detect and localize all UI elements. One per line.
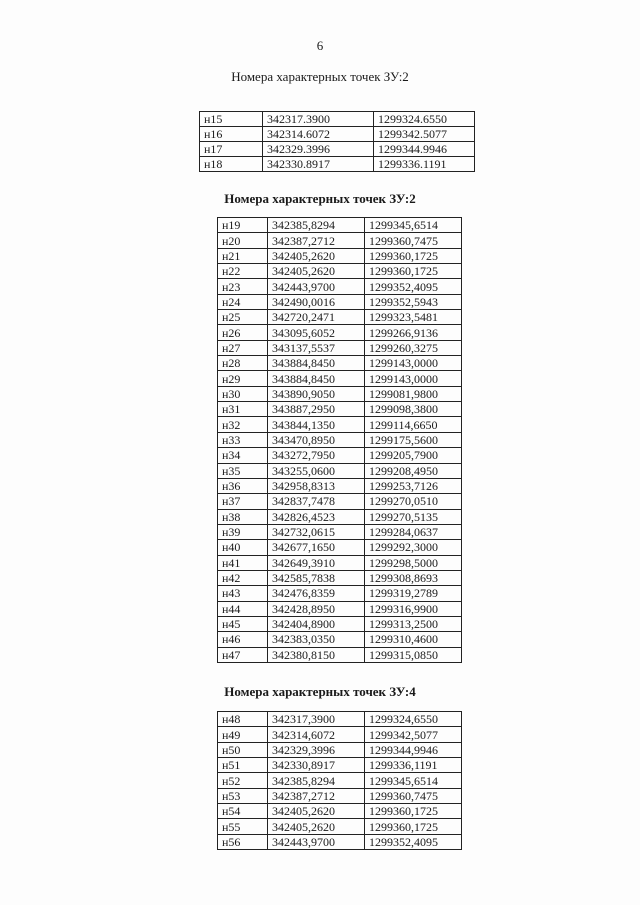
point-id-cell: н15 [200, 112, 263, 127]
table-row [200, 127, 475, 142]
point-id-cell: н24 [218, 294, 268, 309]
point-id-cell: н30 [218, 386, 268, 401]
table-row [218, 325, 462, 340]
x-coordinate-cell: 342476,8359 [268, 586, 365, 601]
y-coordinate-cell: 1299313,2500 [365, 616, 462, 631]
coordinates-table-zu2-b [217, 217, 462, 663]
y-coordinate-cell: 1299081,9800 [365, 386, 462, 401]
x-coordinate-cell: 342837,7478 [268, 494, 365, 509]
y-coordinate-cell: 1299323,5481 [365, 310, 462, 325]
table-row [218, 727, 462, 742]
y-coordinate-cell: 1299143,0000 [365, 356, 462, 371]
y-coordinate-cell: 1299310,4600 [365, 632, 462, 647]
table-row [218, 540, 462, 555]
x-coordinate-cell: 342428,8950 [268, 601, 365, 616]
table-row [218, 279, 462, 294]
table-row [218, 371, 462, 386]
x-coordinate-cell: 342385,8294 [268, 218, 365, 233]
point-id-cell: н39 [218, 524, 268, 539]
point-id-cell: н29 [218, 371, 268, 386]
y-coordinate-cell: 1299336.1191 [374, 157, 475, 172]
x-coordinate-cell: 342958,8313 [268, 478, 365, 493]
x-coordinate-cell: 342380,8150 [268, 647, 365, 662]
x-coordinate-cell: 342317.3900 [263, 112, 374, 127]
table-row [218, 463, 462, 478]
y-coordinate-cell: 1299292,3000 [365, 540, 462, 555]
point-id-cell: н21 [218, 248, 268, 263]
table-row [218, 586, 462, 601]
point-id-cell: н26 [218, 325, 268, 340]
point-id-cell: н33 [218, 432, 268, 447]
x-coordinate-cell: 342405,2620 [268, 804, 365, 819]
y-coordinate-cell: 1299344.9946 [374, 142, 475, 157]
y-coordinate-cell: 1299098,3800 [365, 402, 462, 417]
section-heading-zu2-a: Номера характерных точек ЗУ:2 [231, 69, 409, 84]
table-row [218, 788, 462, 803]
table-row [218, 386, 462, 401]
y-coordinate-cell: 1299360,1725 [365, 819, 462, 834]
x-coordinate-cell: 342732,0615 [268, 524, 365, 539]
x-coordinate-cell: 343095,6052 [268, 325, 365, 340]
table-row [218, 819, 462, 834]
table-row [218, 758, 462, 773]
table-row [218, 310, 462, 325]
y-coordinate-cell: 1299342.5077 [374, 127, 475, 142]
x-coordinate-cell: 342404,8900 [268, 616, 365, 631]
point-id-cell: н43 [218, 586, 268, 601]
x-coordinate-cell: 342317,3900 [268, 712, 365, 727]
point-id-cell: н37 [218, 494, 268, 509]
table-row [218, 524, 462, 539]
x-coordinate-cell: 343255,0600 [268, 463, 365, 478]
point-id-cell: н48 [218, 712, 268, 727]
point-id-cell: н47 [218, 647, 268, 662]
table-row [218, 616, 462, 631]
y-coordinate-cell: 1299205,7900 [365, 448, 462, 463]
y-coordinate-cell: 1299208,4950 [365, 463, 462, 478]
table-row [218, 601, 462, 616]
coordinates-table-zu2-a [199, 111, 475, 172]
table-row [218, 233, 462, 248]
x-coordinate-cell: 342314,6072 [268, 727, 365, 742]
point-id-cell: н25 [218, 310, 268, 325]
y-coordinate-cell: 1299342,5077 [365, 727, 462, 742]
section-heading-zu2-b: Номера характерных точек ЗУ:2 [224, 191, 416, 206]
table-row [218, 478, 462, 493]
y-coordinate-cell: 1299336,1191 [365, 758, 462, 773]
x-coordinate-cell: 343887,2950 [268, 402, 365, 417]
table-row [218, 773, 462, 788]
point-id-cell: н31 [218, 402, 268, 417]
point-id-cell: н23 [218, 279, 268, 294]
table-row [218, 264, 462, 279]
point-id-cell: н45 [218, 616, 268, 631]
point-id-cell: н36 [218, 478, 268, 493]
x-coordinate-cell: 343470,8950 [268, 432, 365, 447]
point-id-cell: н50 [218, 742, 268, 757]
x-coordinate-cell: 343884,8450 [268, 356, 365, 371]
x-coordinate-cell: 342330.8917 [263, 157, 374, 172]
y-coordinate-cell: 1299316,9900 [365, 601, 462, 616]
x-coordinate-cell: 343890,9050 [268, 386, 365, 401]
y-coordinate-cell: 1299360,7475 [365, 788, 462, 803]
point-id-cell: н20 [218, 233, 268, 248]
point-id-cell: н18 [200, 157, 263, 172]
point-id-cell: н32 [218, 417, 268, 432]
y-coordinate-cell: 1299284,0637 [365, 524, 462, 539]
point-id-cell: н54 [218, 804, 268, 819]
y-coordinate-cell: 1299253,7126 [365, 478, 462, 493]
table-row [218, 448, 462, 463]
page-number: 6 [316, 38, 324, 53]
table-row [200, 142, 475, 157]
x-coordinate-cell: 343272,7950 [268, 448, 365, 463]
point-id-cell: н44 [218, 601, 268, 616]
y-coordinate-cell: 1299360,1725 [365, 804, 462, 819]
x-coordinate-cell: 342383,0350 [268, 632, 365, 647]
table-row [218, 834, 462, 849]
y-coordinate-cell: 1299360,1725 [365, 248, 462, 263]
table-row [218, 294, 462, 309]
table-row [218, 417, 462, 432]
point-id-cell: н41 [218, 555, 268, 570]
x-coordinate-cell: 342385,8294 [268, 773, 365, 788]
point-id-cell: н51 [218, 758, 268, 773]
point-id-cell: н42 [218, 570, 268, 585]
y-coordinate-cell: 1299270,5135 [365, 509, 462, 524]
x-coordinate-cell: 342330,8917 [268, 758, 365, 773]
table-row [218, 356, 462, 371]
x-coordinate-cell: 342405,2620 [268, 264, 365, 279]
x-coordinate-cell: 342405,2620 [268, 248, 365, 263]
point-id-cell: н34 [218, 448, 268, 463]
table-row [218, 402, 462, 417]
point-id-cell: н38 [218, 509, 268, 524]
table-row [218, 340, 462, 355]
point-id-cell: н19 [218, 218, 268, 233]
y-coordinate-cell: 1299360,1725 [365, 264, 462, 279]
table-row [200, 112, 475, 127]
table-row [218, 647, 462, 662]
x-coordinate-cell: 342329.3996 [263, 142, 374, 157]
point-id-cell: н35 [218, 463, 268, 478]
x-coordinate-cell: 342405,2620 [268, 819, 365, 834]
x-coordinate-cell: 342720,2471 [268, 310, 365, 325]
y-coordinate-cell: 1299352,4095 [365, 834, 462, 849]
y-coordinate-cell: 1299345,6514 [365, 218, 462, 233]
point-id-cell: н16 [200, 127, 263, 142]
x-coordinate-cell: 342585,7838 [268, 570, 365, 585]
x-coordinate-cell: 342490,0016 [268, 294, 365, 309]
point-id-cell: н46 [218, 632, 268, 647]
section-heading-zu4: Номера характерных точек ЗУ:4 [224, 684, 416, 699]
y-coordinate-cell: 1299324,6550 [365, 712, 462, 727]
y-coordinate-cell: 1299352,4095 [365, 279, 462, 294]
table-row [200, 157, 475, 172]
x-coordinate-cell: 342314.6072 [263, 127, 374, 142]
point-id-cell: н22 [218, 264, 268, 279]
table-row [218, 432, 462, 447]
table-row [218, 248, 462, 263]
x-coordinate-cell: 342677,1650 [268, 540, 365, 555]
y-coordinate-cell: 1299270,0510 [365, 494, 462, 509]
table-row [218, 712, 462, 727]
y-coordinate-cell: 1299143,0000 [365, 371, 462, 386]
x-coordinate-cell: 343884,8450 [268, 371, 365, 386]
point-id-cell: н56 [218, 834, 268, 849]
x-coordinate-cell: 342649,3910 [268, 555, 365, 570]
x-coordinate-cell: 343844,1350 [268, 417, 365, 432]
table-row [218, 555, 462, 570]
x-coordinate-cell: 342443,9700 [268, 834, 365, 849]
y-coordinate-cell: 1299352,5943 [365, 294, 462, 309]
point-id-cell: н17 [200, 142, 263, 157]
y-coordinate-cell: 1299315,0850 [365, 647, 462, 662]
point-id-cell: н55 [218, 819, 268, 834]
table-row [218, 632, 462, 647]
y-coordinate-cell: 1299308,8693 [365, 570, 462, 585]
x-coordinate-cell: 343137,5537 [268, 340, 365, 355]
y-coordinate-cell: 1299344,9946 [365, 742, 462, 757]
point-id-cell: н27 [218, 340, 268, 355]
table-row [218, 509, 462, 524]
point-id-cell: н28 [218, 356, 268, 371]
y-coordinate-cell: 1299266,9136 [365, 325, 462, 340]
x-coordinate-cell: 342826,4523 [268, 509, 365, 524]
y-coordinate-cell: 1299324.6550 [374, 112, 475, 127]
table-row [218, 494, 462, 509]
point-id-cell: н49 [218, 727, 268, 742]
table-row [218, 742, 462, 757]
y-coordinate-cell: 1299114,6650 [365, 417, 462, 432]
point-id-cell: н53 [218, 788, 268, 803]
table-row [218, 218, 462, 233]
table-row [218, 570, 462, 585]
y-coordinate-cell: 1299260,3275 [365, 340, 462, 355]
point-id-cell: н52 [218, 773, 268, 788]
y-coordinate-cell: 1299175,5600 [365, 432, 462, 447]
coordinates-table-zu4 [217, 711, 462, 850]
x-coordinate-cell: 342387,2712 [268, 233, 365, 248]
y-coordinate-cell: 1299345,6514 [365, 773, 462, 788]
x-coordinate-cell: 342329,3996 [268, 742, 365, 757]
point-id-cell: н40 [218, 540, 268, 555]
y-coordinate-cell: 1299360,7475 [365, 233, 462, 248]
table-row [218, 804, 462, 819]
y-coordinate-cell: 1299298,5000 [365, 555, 462, 570]
x-coordinate-cell: 342387,2712 [268, 788, 365, 803]
x-coordinate-cell: 342443,9700 [268, 279, 365, 294]
y-coordinate-cell: 1299319,2789 [365, 586, 462, 601]
